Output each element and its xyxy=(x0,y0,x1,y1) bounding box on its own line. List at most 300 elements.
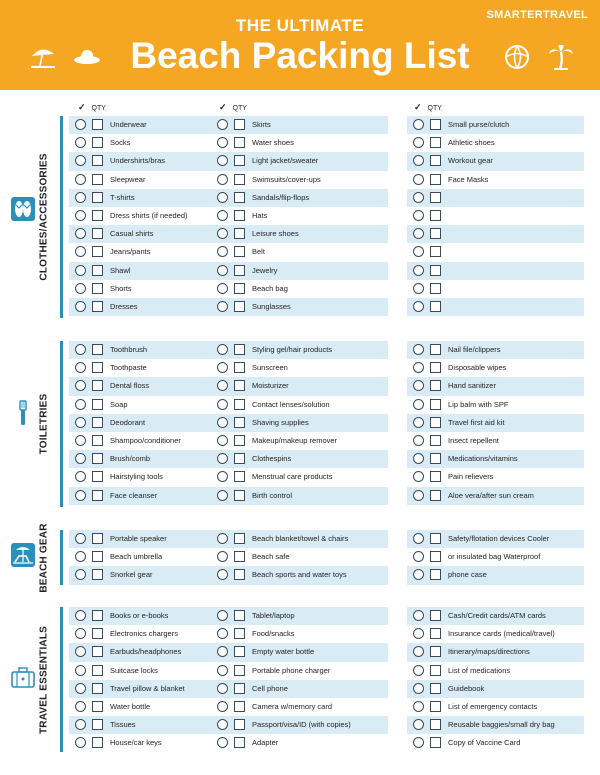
quantity-box[interactable] xyxy=(430,683,441,694)
quantity-box[interactable] xyxy=(234,471,245,482)
packed-checkbox[interactable] xyxy=(217,417,228,428)
quantity-box[interactable] xyxy=(430,665,441,676)
list-item xyxy=(407,396,584,414)
packed-checkbox[interactable] xyxy=(217,119,228,130)
packed-checkbox[interactable] xyxy=(217,344,228,355)
packed-checkbox[interactable] xyxy=(413,701,424,712)
quantity-box[interactable] xyxy=(92,551,103,562)
item-label: Socks xyxy=(110,138,131,148)
palm-tree-icon xyxy=(546,42,576,72)
item-label: Makeup/makeup remover xyxy=(252,435,338,445)
quantity-box[interactable] xyxy=(92,210,103,221)
quantity-box[interactable] xyxy=(234,646,245,657)
packed-checkbox[interactable] xyxy=(217,683,228,694)
quantity-box[interactable] xyxy=(92,435,103,446)
list-item xyxy=(407,171,584,189)
packed-checkbox[interactable] xyxy=(75,569,86,580)
quantity-box[interactable] xyxy=(430,453,441,464)
list-item xyxy=(211,432,388,450)
item-label: Medications/vitamins xyxy=(448,454,518,464)
item-label: Toothbrush xyxy=(110,345,148,354)
packed-checkbox[interactable] xyxy=(217,210,228,221)
quantity-box[interactable] xyxy=(234,628,245,639)
list-item xyxy=(407,468,584,486)
packed-checkbox[interactable] xyxy=(75,665,86,676)
list-item xyxy=(407,662,584,680)
packed-checkbox[interactable] xyxy=(75,265,86,276)
qty-header-col1: ✓ QTY xyxy=(78,102,106,112)
packed-checkbox[interactable] xyxy=(75,301,86,312)
list-item xyxy=(211,189,388,207)
list-item xyxy=(211,414,388,432)
packed-checkbox[interactable] xyxy=(413,719,424,730)
quantity-box[interactable] xyxy=(234,301,245,312)
quantity-box[interactable] xyxy=(92,471,103,482)
list-item xyxy=(211,548,388,566)
list-item xyxy=(211,734,388,752)
packed-checkbox[interactable] xyxy=(413,610,424,621)
packed-checkbox[interactable] xyxy=(413,344,424,355)
quantity-box[interactable] xyxy=(234,137,245,148)
quantity-box[interactable] xyxy=(92,533,103,544)
packed-checkbox[interactable] xyxy=(413,399,424,410)
quantity-box[interactable] xyxy=(92,701,103,712)
list-item xyxy=(211,262,388,280)
list-item xyxy=(211,625,388,643)
quantity-box[interactable] xyxy=(234,362,245,373)
quantity-box[interactable] xyxy=(430,719,441,730)
item-label: Travel first aid kit xyxy=(448,417,505,427)
item-label: Tissues xyxy=(110,720,136,730)
item-label: Menstrual care products xyxy=(252,472,333,482)
item-label: Portable speaker xyxy=(110,534,167,543)
packed-checkbox[interactable] xyxy=(75,283,86,294)
item-label: Dental floss xyxy=(110,381,150,391)
quantity-box[interactable] xyxy=(430,399,441,410)
list-item xyxy=(211,341,388,359)
packed-checkbox[interactable] xyxy=(75,228,86,239)
item-label: Birth control xyxy=(252,490,293,500)
packed-checkbox[interactable] xyxy=(217,471,228,482)
quantity-box[interactable] xyxy=(92,719,103,730)
item-label: Dresses xyxy=(110,301,138,311)
packed-checkbox[interactable] xyxy=(75,490,86,501)
quantity-box[interactable] xyxy=(234,533,245,544)
quantity-box[interactable] xyxy=(92,362,103,373)
item-label: Copy of Vaccine Card xyxy=(448,738,521,748)
quantity-box[interactable] xyxy=(430,435,441,446)
quantity-box[interactable] xyxy=(92,569,103,580)
quantity-box[interactable] xyxy=(234,435,245,446)
quantity-box[interactable] xyxy=(430,119,441,130)
item-label: Beach sports and water toys xyxy=(252,570,347,580)
list-item xyxy=(407,134,584,152)
packed-checkbox[interactable] xyxy=(217,228,228,239)
packed-checkbox[interactable] xyxy=(75,399,86,410)
list-item xyxy=(211,698,388,716)
quantity-box[interactable] xyxy=(430,155,441,166)
quantity-box[interactable] xyxy=(430,210,441,221)
item-label: Dress shirts (if needed) xyxy=(110,210,188,220)
item-label: Aloe vera/after sun cream xyxy=(448,490,534,500)
packed-checkbox[interactable] xyxy=(413,569,424,580)
packed-checkbox[interactable] xyxy=(75,719,86,730)
item-label: Sandals/flip-flops xyxy=(252,192,310,202)
packed-checkbox[interactable] xyxy=(217,192,228,203)
item-label: or insulated bag Waterproof xyxy=(448,552,541,562)
quantity-box[interactable] xyxy=(234,192,245,203)
item-label: Shawl xyxy=(110,265,131,275)
list-item xyxy=(211,607,388,625)
item-label: List of medications xyxy=(448,665,511,675)
quantity-box[interactable] xyxy=(234,228,245,239)
item-label: Food/snacks xyxy=(252,629,295,639)
packed-checkbox[interactable] xyxy=(413,683,424,694)
packed-checkbox[interactable] xyxy=(75,435,86,446)
list-item xyxy=(407,566,584,584)
item-label: Small purse/clutch xyxy=(448,120,510,129)
packed-checkbox[interactable] xyxy=(413,265,424,276)
list-item xyxy=(211,359,388,377)
quantity-box[interactable] xyxy=(92,344,103,355)
quantity-box[interactable] xyxy=(92,192,103,203)
packed-checkbox[interactable] xyxy=(75,380,86,391)
quantity-box[interactable] xyxy=(430,533,441,544)
item-label: Skirts xyxy=(252,120,271,129)
quantity-box[interactable] xyxy=(430,610,441,621)
list-item xyxy=(211,207,388,225)
item-label: Earbuds/headphones xyxy=(110,647,182,657)
item-label: Beach safe xyxy=(252,552,290,562)
packed-checkbox[interactable] xyxy=(413,283,424,294)
packed-checkbox[interactable] xyxy=(75,683,86,694)
list-item xyxy=(407,189,584,207)
packed-checkbox[interactable] xyxy=(217,490,228,501)
list-item xyxy=(211,298,388,316)
quantity-box[interactable] xyxy=(92,228,103,239)
section-column-2 xyxy=(211,607,388,753)
packed-checkbox[interactable] xyxy=(413,380,424,391)
packed-checkbox[interactable] xyxy=(75,646,86,657)
item-label: Jewelry xyxy=(252,265,278,275)
packed-checkbox[interactable] xyxy=(413,417,424,428)
quantity-box[interactable] xyxy=(92,301,103,312)
packed-checkbox[interactable] xyxy=(217,265,228,276)
quantity-box[interactable] xyxy=(234,683,245,694)
packed-checkbox[interactable] xyxy=(75,551,86,562)
quantity-box[interactable] xyxy=(430,228,441,239)
packed-checkbox[interactable] xyxy=(413,174,424,185)
packed-checkbox[interactable] xyxy=(217,362,228,373)
packed-checkbox[interactable] xyxy=(413,453,424,464)
quantity-box[interactable] xyxy=(430,137,441,148)
quantity-box[interactable] xyxy=(234,490,245,501)
quantity-box[interactable] xyxy=(234,380,245,391)
packed-checkbox[interactable] xyxy=(75,137,86,148)
quantity-box[interactable] xyxy=(234,246,245,257)
packed-checkbox[interactable] xyxy=(413,192,424,203)
list-item xyxy=(407,359,584,377)
section-column-3 xyxy=(407,530,584,585)
packed-checkbox[interactable] xyxy=(217,246,228,257)
section-label: BEACH GEAR xyxy=(38,522,50,593)
quantity-box[interactable] xyxy=(92,737,103,748)
packed-checkbox[interactable] xyxy=(75,610,86,621)
packed-checkbox[interactable] xyxy=(75,174,86,185)
list-item xyxy=(407,341,584,359)
packed-checkbox[interactable] xyxy=(217,628,228,639)
packed-checkbox[interactable] xyxy=(75,417,86,428)
list-item xyxy=(407,716,584,734)
packed-checkbox[interactable] xyxy=(413,533,424,544)
quantity-box[interactable] xyxy=(430,265,441,276)
quantity-box[interactable] xyxy=(234,701,245,712)
quantity-box[interactable] xyxy=(234,265,245,276)
item-label: Suitcase locks xyxy=(110,665,158,675)
flip-flops-icon xyxy=(10,196,36,222)
quantity-box[interactable] xyxy=(92,628,103,639)
item-label: Adapter xyxy=(252,738,279,748)
packed-checkbox[interactable] xyxy=(413,210,424,221)
quantity-box[interactable] xyxy=(234,453,245,464)
packed-checkbox[interactable] xyxy=(217,737,228,748)
packed-checkbox[interactable] xyxy=(75,155,86,166)
quantity-box[interactable] xyxy=(430,417,441,428)
item-label: List of emergency contacts xyxy=(448,701,538,711)
item-label: Swimsuits/cover-ups xyxy=(252,174,321,184)
packed-checkbox[interactable] xyxy=(75,362,86,373)
quantity-box[interactable] xyxy=(430,380,441,391)
quantity-box[interactable] xyxy=(430,344,441,355)
list-item xyxy=(407,487,584,505)
header-subtitle: THE ULTIMATE xyxy=(235,16,365,35)
quantity-box[interactable] xyxy=(234,610,245,621)
quantity-box[interactable] xyxy=(92,155,103,166)
packed-checkbox[interactable] xyxy=(413,490,424,501)
list-item xyxy=(211,468,388,486)
item-label: Safety/flotation devices Cooler xyxy=(448,534,550,543)
section-label: TRAVEL ESSENTIALS xyxy=(38,625,50,734)
section-column-3 xyxy=(407,607,584,753)
item-label: Hairstyling tools xyxy=(110,472,163,482)
packed-checkbox[interactable] xyxy=(217,399,228,410)
packed-checkbox[interactable] xyxy=(75,628,86,639)
quantity-box[interactable] xyxy=(234,344,245,355)
list-item xyxy=(407,377,584,395)
quantity-box[interactable] xyxy=(92,380,103,391)
list-item xyxy=(407,698,584,716)
packed-checkbox[interactable] xyxy=(413,362,424,373)
packed-checkbox[interactable] xyxy=(217,283,228,294)
item-label: Workout gear xyxy=(448,156,493,166)
item-label: Light jacket/sweater xyxy=(252,156,319,166)
quantity-box[interactable] xyxy=(234,737,245,748)
packed-checkbox[interactable] xyxy=(413,137,424,148)
packed-checkbox[interactable] xyxy=(75,119,86,130)
quantity-box[interactable] xyxy=(92,246,103,257)
packed-checkbox[interactable] xyxy=(217,533,228,544)
quantity-box[interactable] xyxy=(234,210,245,221)
list-item xyxy=(211,152,388,170)
item-label: Athletic shoes xyxy=(448,138,495,148)
quantity-box[interactable] xyxy=(92,453,103,464)
packed-checkbox[interactable] xyxy=(413,155,424,166)
quantity-box[interactable] xyxy=(234,665,245,676)
quantity-box[interactable] xyxy=(92,174,103,185)
packed-checkbox[interactable] xyxy=(75,246,86,257)
quantity-box[interactable] xyxy=(92,399,103,410)
item-label: Itinerary/maps/directions xyxy=(448,647,530,657)
quantity-box[interactable] xyxy=(92,137,103,148)
quantity-box[interactable] xyxy=(234,551,245,562)
packed-checkbox[interactable] xyxy=(217,380,228,391)
list-item xyxy=(211,530,388,548)
quantity-box[interactable] xyxy=(234,119,245,130)
packed-checkbox[interactable] xyxy=(217,301,228,312)
quantity-box[interactable] xyxy=(430,283,441,294)
item-label: Brush/comb xyxy=(110,454,151,464)
item-label: Soap xyxy=(110,399,128,409)
packed-checkbox[interactable] xyxy=(413,737,424,748)
list-item xyxy=(211,134,388,152)
quantity-box[interactable] xyxy=(234,283,245,294)
list-item xyxy=(211,566,388,584)
item-label: Tablet/laptop xyxy=(252,611,295,620)
list-item xyxy=(407,734,584,752)
section-column-3 xyxy=(407,116,584,316)
quantity-box[interactable] xyxy=(234,719,245,730)
packed-checkbox[interactable] xyxy=(217,646,228,657)
quantity-box[interactable] xyxy=(430,737,441,748)
packed-checkbox[interactable] xyxy=(217,174,228,185)
list-item xyxy=(407,243,584,261)
item-label: T-shirts xyxy=(110,192,135,202)
item-label: phone case xyxy=(448,570,487,580)
quantity-box[interactable] xyxy=(92,265,103,276)
packed-checkbox[interactable] xyxy=(75,453,86,464)
packed-checkbox[interactable] xyxy=(413,119,424,130)
section-column-2 xyxy=(211,341,388,505)
quantity-box[interactable] xyxy=(430,646,441,657)
list-item xyxy=(407,262,584,280)
item-label: Electronics chargers xyxy=(110,629,178,639)
list-item xyxy=(407,643,584,661)
quantity-box[interactable] xyxy=(430,551,441,562)
item-label: Beach blanket/towel & chairs xyxy=(252,534,349,543)
item-label: Guidebook xyxy=(448,683,485,693)
list-item xyxy=(407,152,584,170)
packed-checkbox[interactable] xyxy=(75,533,86,544)
packed-checkbox[interactable] xyxy=(413,551,424,562)
item-label: Deodorant xyxy=(110,417,146,427)
item-label: Passport/visa/ID (with copies) xyxy=(252,720,351,730)
list-item xyxy=(407,607,584,625)
packed-checkbox[interactable] xyxy=(217,137,228,148)
packed-checkbox[interactable] xyxy=(217,701,228,712)
packed-checkbox[interactable] xyxy=(413,646,424,657)
item-label: Snorkel gear xyxy=(110,570,153,580)
suitcase-icon xyxy=(10,664,36,690)
quantity-box[interactable] xyxy=(234,569,245,580)
list-item xyxy=(211,450,388,468)
quantity-box[interactable] xyxy=(92,417,103,428)
list-item xyxy=(211,171,388,189)
item-label: Face cleanser xyxy=(110,490,158,500)
list-item xyxy=(407,432,584,450)
header-title: Beach Packing List xyxy=(130,35,470,76)
list-item xyxy=(211,225,388,243)
quantity-box[interactable] xyxy=(430,628,441,639)
packed-checkbox[interactable] xyxy=(75,344,86,355)
packed-checkbox[interactable] xyxy=(75,210,86,221)
quantity-box[interactable] xyxy=(92,490,103,501)
section-bar xyxy=(60,116,63,318)
quantity-box[interactable] xyxy=(92,646,103,657)
quantity-box[interactable] xyxy=(430,471,441,482)
item-label: Reusable baggies/small dry bag xyxy=(448,720,555,730)
list-item xyxy=(211,487,388,505)
quantity-box[interactable] xyxy=(430,490,441,501)
packed-checkbox[interactable] xyxy=(413,435,424,446)
packed-checkbox[interactable] xyxy=(413,471,424,482)
item-label: Insurance cards (medical/travel) xyxy=(448,629,555,639)
quantity-box[interactable] xyxy=(92,610,103,621)
quantity-box[interactable] xyxy=(234,174,245,185)
quantity-box[interactable] xyxy=(430,701,441,712)
packed-checkbox[interactable] xyxy=(217,665,228,676)
quantity-box[interactable] xyxy=(430,192,441,203)
quantity-box[interactable] xyxy=(92,119,103,130)
list-item xyxy=(407,414,584,432)
packed-checkbox[interactable] xyxy=(217,610,228,621)
packed-checkbox[interactable] xyxy=(413,246,424,257)
list-item xyxy=(407,450,584,468)
quantity-box[interactable] xyxy=(430,246,441,257)
list-item xyxy=(211,643,388,661)
quantity-box[interactable] xyxy=(234,399,245,410)
quantity-box[interactable] xyxy=(234,417,245,428)
packed-checkbox[interactable] xyxy=(217,551,228,562)
item-label: Belt xyxy=(252,247,265,257)
packed-checkbox[interactable] xyxy=(217,719,228,730)
quantity-box[interactable] xyxy=(92,665,103,676)
quantity-box[interactable] xyxy=(92,683,103,694)
list-item xyxy=(407,298,584,316)
packed-checkbox[interactable] xyxy=(75,701,86,712)
quantity-box[interactable] xyxy=(430,174,441,185)
packed-checkbox[interactable] xyxy=(75,737,86,748)
packed-checkbox[interactable] xyxy=(217,453,228,464)
packed-checkbox[interactable] xyxy=(217,435,228,446)
packed-checkbox[interactable] xyxy=(413,665,424,676)
packed-checkbox[interactable] xyxy=(217,155,228,166)
packed-checkbox[interactable] xyxy=(413,628,424,639)
quantity-box[interactable] xyxy=(430,301,441,312)
packed-checkbox[interactable] xyxy=(75,471,86,482)
list-item xyxy=(407,225,584,243)
packed-checkbox[interactable] xyxy=(217,569,228,580)
quantity-box[interactable] xyxy=(430,362,441,373)
packed-checkbox[interactable] xyxy=(413,228,424,239)
quantity-box[interactable] xyxy=(430,569,441,580)
quantity-box[interactable] xyxy=(92,283,103,294)
packed-checkbox[interactable] xyxy=(413,301,424,312)
list-item xyxy=(211,716,388,734)
list-item xyxy=(211,243,388,261)
quantity-box[interactable] xyxy=(234,155,245,166)
packed-checkbox[interactable] xyxy=(75,192,86,203)
beach-umbrella-icon xyxy=(28,42,58,72)
